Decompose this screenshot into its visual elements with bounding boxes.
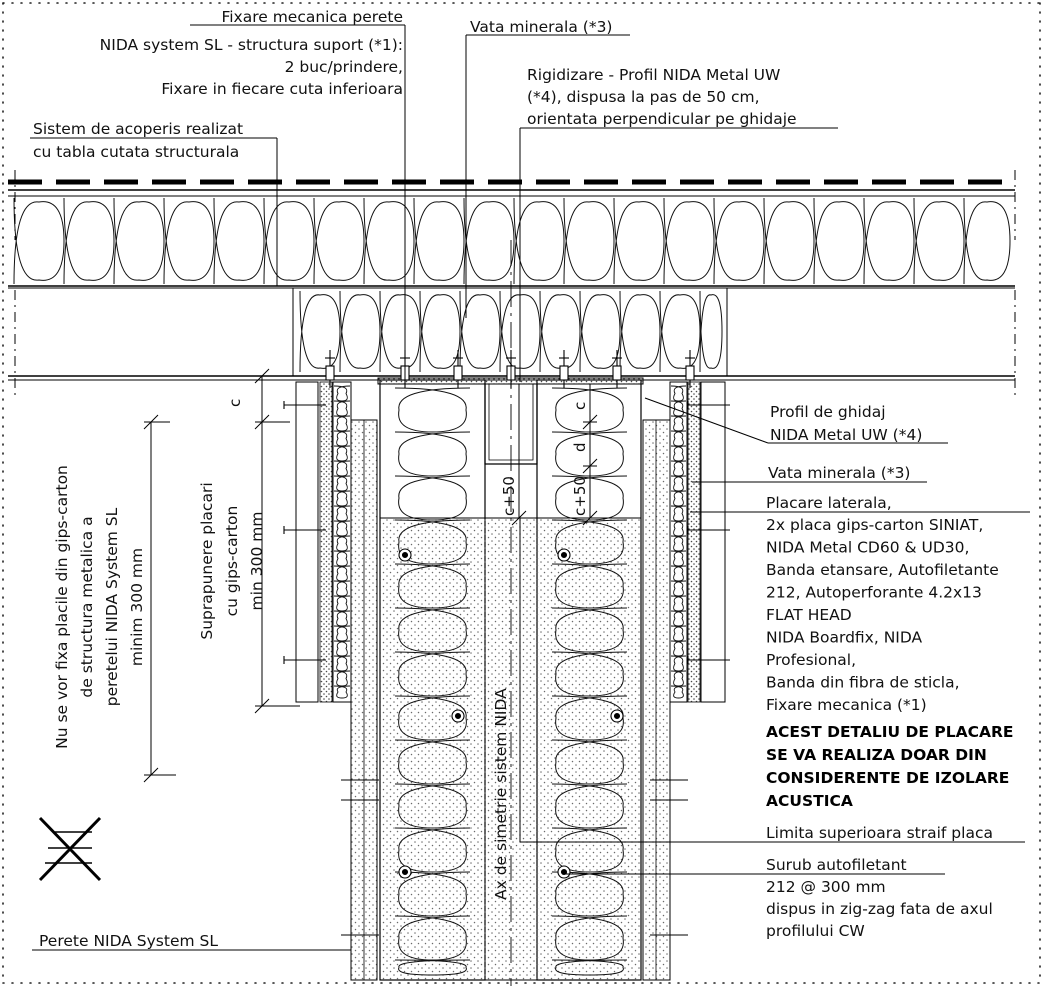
insulation-loop: [334, 581, 350, 596]
insulation-loop: [671, 491, 686, 506]
surub-lines: [766, 878, 993, 940]
dim-c50-axis: c+50: [500, 476, 518, 516]
label-fixare-title: Fixare mecanica perete: [221, 8, 403, 26]
rotated-text-line: cu gips-carton: [223, 505, 241, 617]
insulation-loop: [334, 401, 350, 416]
insulation-loop: [334, 656, 350, 671]
screw-body: [454, 366, 462, 380]
screw-dot: [456, 714, 461, 719]
insulation-loop: [671, 536, 686, 551]
insulation-loop: [580, 291, 620, 372]
label-ax-simetrie: Ax de simetrie sistem NIDA: [492, 688, 510, 900]
insulation-loop: [671, 611, 686, 626]
text-line: NIDA Boardfix, NIDA: [766, 628, 923, 647]
insulation-loop: [395, 476, 470, 520]
insulation-loop: [334, 566, 350, 581]
insulation-loop: [334, 596, 350, 611]
insulation-loop: [671, 476, 686, 491]
text-line: profilului CW: [766, 922, 865, 940]
dim-c-right: c: [571, 401, 589, 410]
insulation-loop: [671, 506, 686, 521]
insulation-loop: [671, 521, 686, 536]
text-line: CONSIDERENTE DE IZOLARE: [766, 769, 1010, 787]
insulation-loop: [671, 566, 686, 581]
screw-dot: [403, 870, 408, 875]
insulation-loop: [671, 626, 686, 641]
screw-dot: [615, 714, 620, 719]
insulation-loop: [420, 291, 460, 372]
screw-body: [560, 366, 568, 380]
insulation-loop: [364, 198, 414, 284]
insulation-loop: [614, 198, 664, 284]
insulation-loop: [114, 198, 164, 284]
screw-body: [686, 366, 694, 380]
insulation-loop: [660, 291, 700, 372]
label-rigid-line1: Rigidizare - Profil NIDA Metal UW: [527, 66, 781, 84]
insulation-loop: [334, 416, 350, 431]
insulation-loop: [334, 506, 350, 521]
text-line: 212, Autoperforante 4.2x13: [766, 583, 982, 602]
insulation-loop: [334, 476, 350, 491]
insulation-loop: [340, 291, 380, 372]
insulation-loop: [214, 198, 264, 284]
insulation-loop: [671, 461, 686, 476]
placare-lines: [766, 516, 999, 714]
label-limita: Limita superioara straif placa: [766, 824, 993, 842]
text-line: ACUSTICA: [766, 792, 853, 810]
text-line: FLAT HEAD: [766, 606, 852, 624]
label-surub-title: Surub autofiletant: [766, 856, 907, 874]
left-vertical-note: [53, 465, 146, 749]
insulation-loop: [64, 198, 114, 284]
insulation-loop: [514, 198, 564, 284]
insulation-loop: [314, 198, 364, 284]
insulation-loop: [671, 671, 686, 686]
rotated-text-line: Nu se vor fixa placile din gips-carton: [53, 465, 71, 749]
insulation-loop: [334, 611, 350, 626]
screw-dot: [562, 553, 567, 558]
label-profil-line2: NIDA Metal UW (*4): [770, 426, 923, 444]
label-perete: Perete NIDA System SL: [39, 932, 218, 950]
insulation-loop: [671, 581, 686, 596]
insulation-loop: [334, 686, 350, 698]
insulation-loop: [395, 388, 470, 432]
dim-c50-right: c+50: [571, 476, 589, 516]
insulation-loop: [334, 551, 350, 566]
label-vata-right: Vata minerala (*3): [768, 464, 911, 482]
insulation-loop: [334, 491, 350, 506]
insulation-loop: [964, 198, 1010, 284]
label-acoperis-line2: cu tabla cutata structurala: [33, 143, 240, 161]
insulation-loop: [700, 291, 722, 372]
insulation-loop: [814, 198, 864, 284]
insulation-loop: [395, 432, 470, 476]
insulation-loop: [864, 198, 914, 284]
insulation-loop: [334, 386, 350, 401]
text-line: NIDA Metal CD60 & UD30,: [766, 538, 970, 557]
warning-lines: [766, 723, 1014, 810]
insulation-loop: [764, 198, 814, 284]
label-profil-line1: Profil de ghidaj: [770, 403, 886, 421]
insulation-loop: [664, 198, 714, 284]
insulation-loop: [671, 686, 686, 698]
screw-dot: [403, 553, 408, 558]
text-line: 212 @ 300 mm: [766, 878, 886, 896]
text-line: dispus in zig-zag fata de axul: [766, 900, 993, 918]
text-line: Fixare mecanica (*1): [766, 696, 927, 714]
text-line: Profesional,: [766, 651, 857, 669]
insulation-loop: [671, 641, 686, 656]
rotated-text-line: de structura metalica a: [78, 516, 96, 698]
label-fixare-line3: Fixare in fiecare cuta inferioara: [161, 80, 403, 98]
insulation-loop: [564, 198, 614, 284]
text-line: 2x placa gips-carton SINIAT,: [766, 516, 984, 534]
insulation-loop: [334, 536, 350, 551]
label-vata-top: Vata minerala (*3): [470, 18, 613, 36]
insulation-loop: [671, 431, 686, 446]
roof-mineral-wool: [14, 198, 1010, 284]
insulation-loop: [671, 656, 686, 671]
screw-body: [613, 366, 621, 380]
rotated-text-line: min 300 mm: [248, 511, 266, 611]
insulation-loop: [334, 446, 350, 461]
insulation-loop: [334, 626, 350, 641]
label-acoperis-line1: Sistem de acoperis realizat: [33, 120, 244, 138]
rotated-text-line: peretelui NIDA System SL: [103, 507, 121, 707]
insulation-loop: [914, 198, 964, 284]
label-fixare-line2: 2 buc/prindere,: [284, 58, 403, 76]
insulation-loop: [671, 416, 686, 431]
text-line: Banda etansare, Autofiletante: [766, 561, 999, 579]
insulation-loop: [671, 446, 686, 461]
insulation-loop: [334, 461, 350, 476]
rotated-text-line: minim 300 mm: [128, 547, 146, 667]
text-line: ACEST DETALIU DE PLACARE: [766, 723, 1014, 741]
no-fixing-symbol: [40, 818, 100, 880]
insulation-loop: [540, 291, 580, 372]
insulation-loop: [334, 521, 350, 536]
insulation-loop: [380, 291, 420, 372]
insulation-loop: [671, 386, 686, 401]
insulation-loop: [414, 198, 464, 284]
insulation-loop: [464, 198, 514, 284]
text-line: Banda din fibra de sticla,: [766, 673, 960, 692]
insulation-loop: [164, 198, 214, 284]
dim-c-left: c: [226, 398, 244, 407]
insulation-loop: [671, 551, 686, 566]
insulation-loop: [334, 671, 350, 686]
insulation-loop: [671, 596, 686, 611]
suprapunere-note: [198, 482, 266, 639]
screw-body: [326, 366, 334, 380]
insulation-loop: [620, 291, 660, 372]
insulation-loop: [714, 198, 764, 284]
label-rigid-line2: (*4), dispusa la pas de 50 cm,: [527, 88, 760, 106]
insulation-loop: [300, 291, 340, 372]
label-rigid-line3: orientata perpendicular pe ghidaje: [527, 110, 797, 128]
text-line: SE VA REALIZA DOAR DIN: [766, 746, 987, 764]
label-placare-title: Placare laterala,: [766, 494, 892, 512]
insulation-loop: [264, 198, 314, 284]
insulation-loop: [14, 198, 64, 284]
dim-d: d: [571, 442, 589, 452]
insulation-loop: [334, 431, 350, 446]
rotated-text-line: Suprapunere placari: [198, 482, 216, 640]
insulation-loop: [334, 641, 350, 656]
label-fixare-line1: NIDA system SL - structura suport (*1):: [99, 36, 403, 54]
